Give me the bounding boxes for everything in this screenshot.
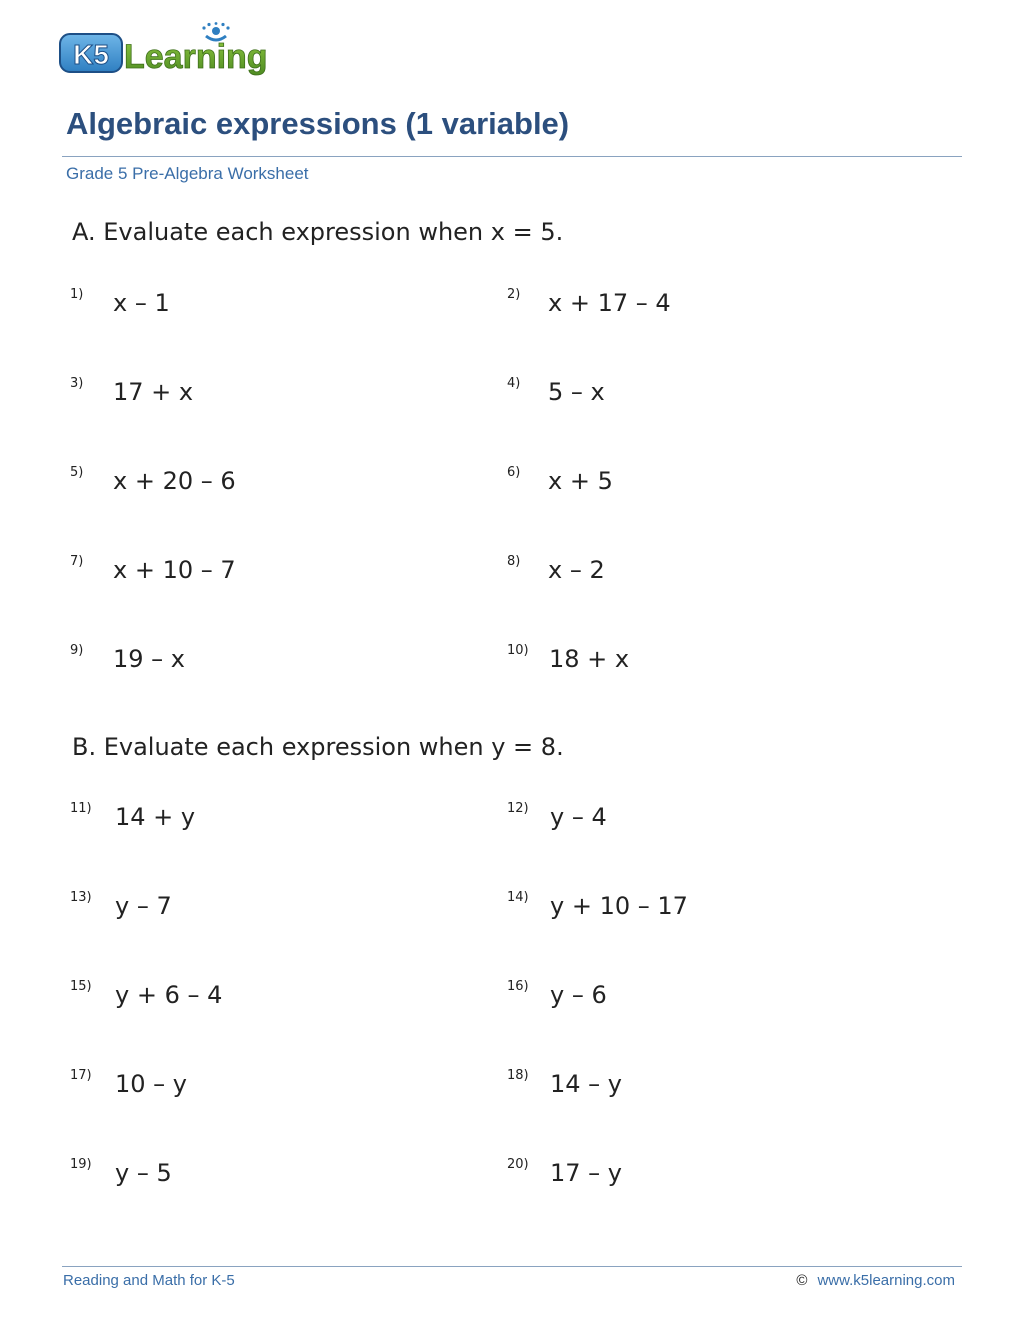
problem-expression: y + 6 – 4 [115,981,223,1009]
problem-number: 17) [70,1068,92,1083]
problem-number: 18) [507,1068,529,1083]
problem-number: 12) [507,801,529,816]
problem-number: 15) [70,979,92,994]
logo-k5-text: K5 [73,39,109,70]
problem-expression: 10 – y [115,1070,187,1098]
copyright-symbol: © [796,1272,808,1289]
problem-expression: x – 2 [548,556,605,584]
problem-number: 7) [70,554,84,569]
problem-expression: x + 20 – 6 [113,467,236,495]
problem-number: 1) [70,287,84,302]
footer-copyright [796,1272,955,1289]
problem-number: 4) [507,376,521,391]
problem-expression: 17 – y [550,1159,622,1187]
problem-expression: 14 + y [115,803,196,831]
problem-number: 20) [507,1157,529,1172]
problem-expression: 5 – x [548,378,605,406]
problem-number: 19) [70,1157,92,1172]
problem-number: 10) [507,643,529,658]
problem-number: 8) [507,554,521,569]
problem-expression: y + 10 – 17 [550,892,688,920]
problem-expression: y – 4 [550,803,607,831]
problem-expression: 17 + x [113,378,194,406]
footer-tagline: Reading and Math for K-5 [63,1272,235,1289]
problem-number: 3) [70,376,84,391]
problem-expression: 19 – x [113,645,185,673]
problem-number: 14) [507,890,529,905]
problem-expression: x + 17 – 4 [548,289,671,317]
problem-number: 16) [507,979,529,994]
problem-expression: 14 – y [550,1070,622,1098]
problem-expression: y – 6 [550,981,607,1009]
logo-learning-text: Learning [124,38,268,76]
section-a-heading: A. Evaluate each expression when x = 5. [72,218,564,246]
page-title: Algebraic expressions (1 variable) [66,106,570,141]
footer-website-link[interactable]: www.k5learning.com [817,1272,955,1289]
page-subtitle: Grade 5 Pre-Algebra Worksheet [66,164,309,183]
problem-expression: x – 1 [113,289,170,317]
problem-number: 9) [70,643,84,658]
problem-number: 6) [507,465,521,480]
k5-learning-logo [58,22,274,78]
problem-number: 5) [70,465,84,480]
footer-divider [62,1266,962,1267]
problem-expression: x + 5 [548,467,613,495]
problem-expression: x + 10 – 7 [113,556,236,584]
section-b-heading: B. Evaluate each expression when y = 8. [72,733,564,761]
problem-expression: y – 7 [115,892,172,920]
k5-learning-logo-graphic [58,22,274,78]
problem-number: 13) [70,890,92,905]
problem-expression: 18 + x [549,645,630,673]
problem-number: 2) [507,287,521,302]
problem-number: 11) [70,801,92,816]
title-divider [62,156,962,157]
problem-expression: y – 5 [115,1159,172,1187]
